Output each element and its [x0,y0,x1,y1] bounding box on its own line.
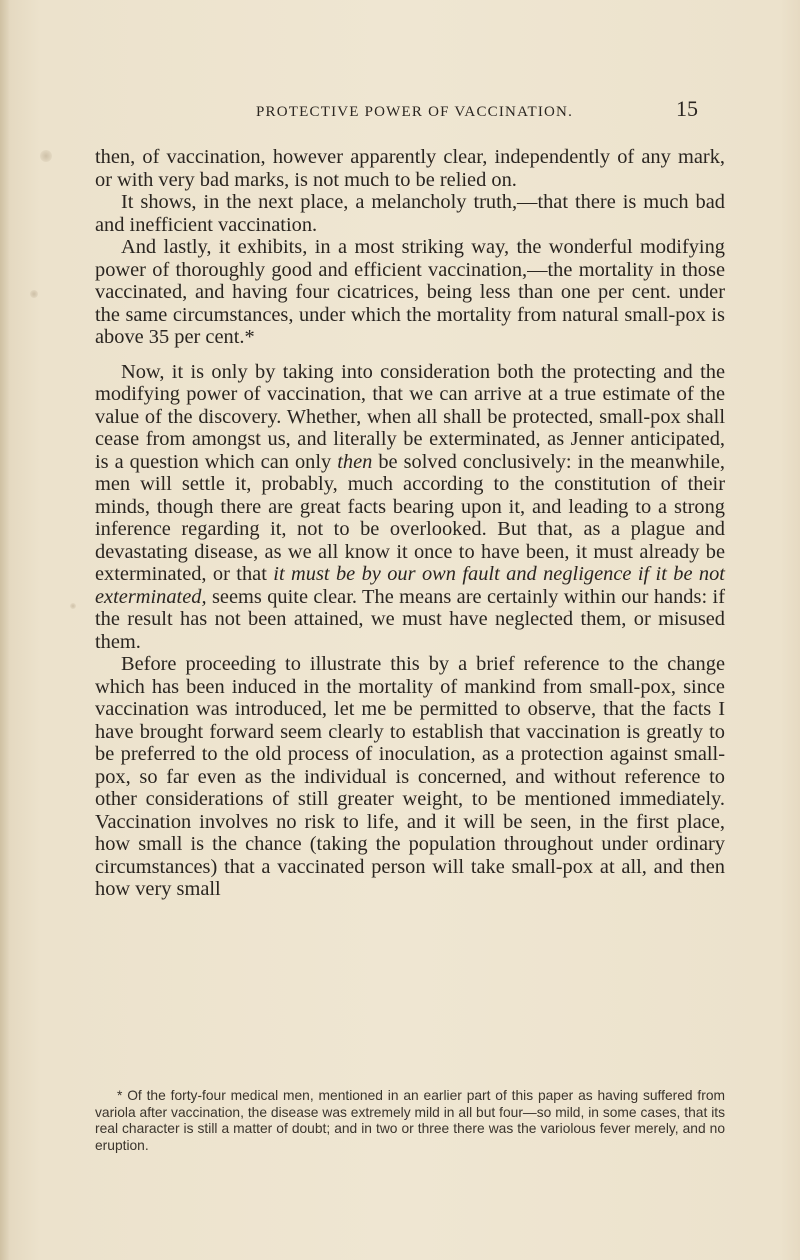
paragraph: then, of vaccination, however apparently clear, independently of any mark, or with very bad marks, is not much to be relied on. [95,146,725,191]
paragraph: It shows, in the next place, a melancholy truth,—that there is much bad and inefficient vaccination. [95,191,725,236]
paragraph: And lastly, it exhibits, in a most striking way, the wonderful modifying power of thoroughly good and efficient vaccination,—the mortality in those vaccinated, and having four cicatrices, being less than one per cent. under the same circumstances, under which the mortality from natural small-pox is above 35 per cent.* [95,236,725,348]
paragraph [95,361,725,654]
page-number: 15 [676,96,698,121]
italic-emphasis: it must be by our own fault and negligence if it be not exterminated, [95,563,725,608]
paragraph-text: Now, it is only by taking into consideration both the protecting and the modifying power of vaccination, that we can arrive at a true estimate of the value of the discovery. Whether, when all shall be protected, small-pox shall cease from amongst us, and literally be exterminated, as Jenner anticipated, is a question which can only [95,360,725,473]
page-header [0,96,800,134]
paragraph: Before proceeding to illustrate this by a brief reference to the change which has been induced in the mortality of mankind from small-pox, since vaccination was introduced, let me be permitted to observe, that the facts I have brought forward seem clearly to establish that vaccination is greatly to be preferred to the old process of inoculation, as a protection against small-pox, so far even as the individual is concerned, and without reference to other considerations of still greater weight, to be mentioned immediately. Vaccination involves no risk to life, and it will be seen, in the first place, how small is the chance (taking the population throughout under ordinary circumstances) that a vaccinated person will take small-pox at all, and then how very small [95,653,725,900]
paper-spot [40,150,52,162]
footnote [95,1088,725,1154]
page-gutter-shadow [0,0,10,1260]
paper-spot [30,290,38,298]
footnote-text: * Of the forty-four medical men, mentioned in an earlier part of this paper as having suffered from variola after vaccination, the disease was extremely mild in all but four—so mild, in some cases, that its real character is still a matter of doubt; and in two or three there was the variolous fever merely, and no eruption. [95,1088,725,1153]
italic-emphasis: then [337,450,373,473]
paragraph-text: seems quite clear. The means are certainly within our hands: if the result has not been attained, we must have neglected them, or misused them. [95,585,725,653]
paper-spot [70,603,76,609]
running-head: PROTECTIVE POWER OF VACCINATION. [256,104,574,120]
body-text [95,146,725,901]
paragraph-text: be solved conclusively: in the meanwhile, men will settle it, probably, much according to the constitution of their minds, though there are great facts bearing upon it, and leading to a strong inference regarding it, not to be overlooked. But that, as a plague and devastating disease, as we all know it once to have been, it must already be exterminated, or that [95,450,725,585]
